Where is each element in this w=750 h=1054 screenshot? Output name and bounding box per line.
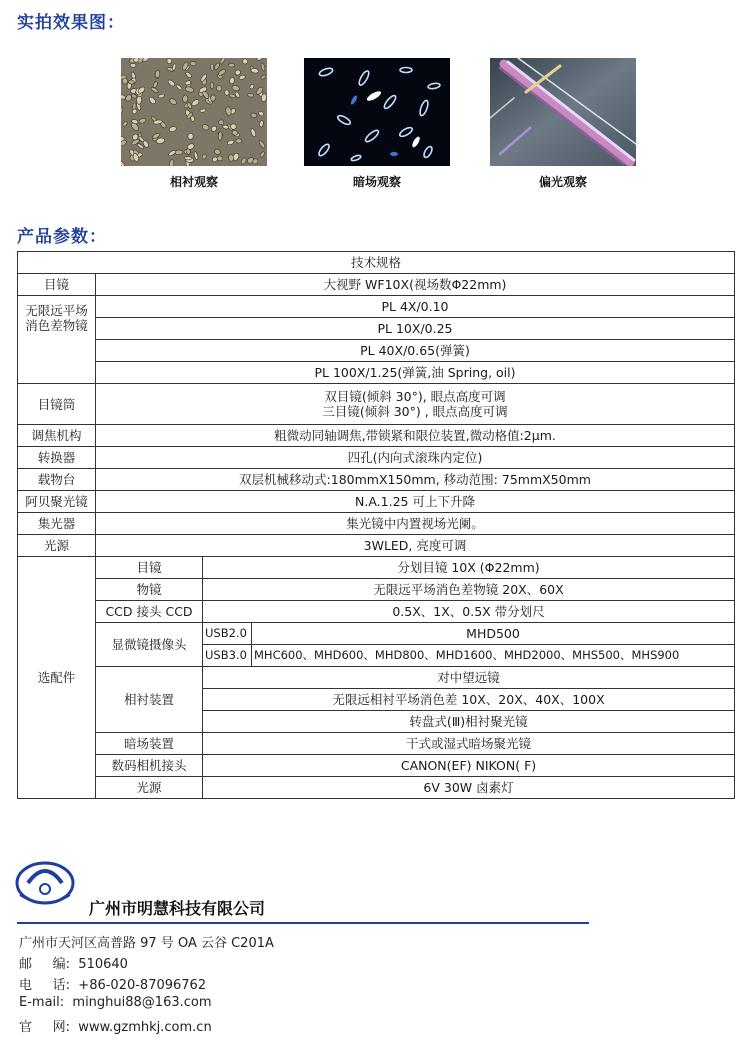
- table-row: [18, 274, 735, 296]
- opt-ccd-label: CCD 接头 CCD: [96, 601, 203, 623]
- table-row: [18, 447, 735, 469]
- light-label: 光源: [18, 535, 96, 557]
- table-row: [18, 491, 735, 513]
- opt-eyepiece-value: 分划目镜 10X (Φ22mm): [203, 557, 735, 579]
- opt-phase-value-3: 转盘式(Ⅲ)相衬聚光镜: [203, 711, 735, 733]
- table-row: [18, 601, 735, 623]
- dark-field-image: [304, 58, 450, 166]
- table-row: [18, 667, 735, 689]
- objective-label: [18, 296, 96, 340]
- company-website: 官 网: www.gzmhkj.com.cn: [19, 1020, 212, 1035]
- condenser-value: 集光镜中内置视场光阑。: [96, 513, 735, 535]
- eyepiece-label: 目镜: [18, 274, 96, 296]
- table-row: [18, 318, 735, 340]
- table-row: [18, 362, 735, 384]
- opt-dark-label: 暗场装置: [96, 733, 203, 755]
- objective-label-cont: [18, 340, 96, 384]
- stage-label: 载物台: [18, 469, 96, 491]
- tube-value-binocular: 双目镜(倾斜 30°), 眼点高度可调: [324, 389, 506, 404]
- opt-usb2-value: MHD500: [252, 623, 735, 645]
- objective-label-line1: 无限远平场: [25, 302, 88, 318]
- opt-camera-label: 显微镜摄像头: [96, 623, 203, 667]
- nosepiece-value: 四孔(内向式滚珠内定位): [96, 447, 735, 469]
- opt-light-label: 光源: [96, 777, 203, 799]
- table-row: [18, 623, 735, 645]
- company-logo: [14, 855, 76, 907]
- photo-card-polarized: [490, 58, 636, 190]
- tube-values: [96, 384, 735, 425]
- table-row: [18, 755, 735, 777]
- opt-ccd-value: 0.5X、1X、0.5X 带分划尺: [203, 601, 735, 623]
- photo-card-phase: [121, 58, 267, 190]
- spec-header: 技术规格: [18, 252, 735, 274]
- phase-contrast-image: [121, 58, 267, 166]
- table-row: [18, 384, 735, 425]
- opt-usb3-label: USB3.0: [203, 645, 252, 667]
- options-label: 选配件: [18, 557, 96, 799]
- table-row: [18, 513, 735, 535]
- opt-light-value: 6V 30W 卤素灯: [203, 777, 735, 799]
- objective-value-1: PL 4X/0.10: [96, 296, 735, 318]
- opt-camera-adapter-label: 数码相机接头: [96, 755, 203, 777]
- abbe-value: N.A.1.25 可上下升降: [96, 491, 735, 513]
- photos-heading: 实拍效果图：: [17, 13, 125, 33]
- opt-phase-label: 相衬装置: [96, 667, 203, 733]
- objective-value-2: PL 10X/0.25: [96, 318, 735, 340]
- company-email: E-mail: minghui88@163.com: [19, 995, 212, 1010]
- objective-value-3: PL 40X/0.65(弹簧): [96, 340, 735, 362]
- polarized-image: [490, 58, 636, 166]
- table-row: [18, 425, 735, 447]
- condenser-label: 集光器: [18, 513, 96, 535]
- opt-phase-value-1: 对中望远镜: [203, 667, 735, 689]
- focus-value: 粗微动同轴调焦,带锁紧和限位装置,微动格值:2μm.: [96, 425, 735, 447]
- spec-table: [17, 251, 735, 799]
- table-row: [18, 733, 735, 755]
- table-row: [18, 557, 735, 579]
- opt-dark-value: 干式或湿式暗场聚光镜: [203, 733, 735, 755]
- polarized-caption: 偏光观察: [538, 175, 587, 189]
- objective-label-line2: 消色差物镜: [25, 317, 88, 333]
- table-row: [18, 469, 735, 491]
- table-row: [18, 777, 735, 799]
- opt-eyepiece-label: 目镜: [96, 557, 203, 579]
- nosepiece-label: 转换器: [18, 447, 96, 469]
- table-row: [18, 296, 735, 318]
- table-row: [18, 252, 735, 274]
- opt-phase-value-2: 无限远相衬平场消色差 10X、20X、40X、100X: [203, 689, 735, 711]
- opt-camera-adapter-value: CANON(EF) NIKON( F): [203, 755, 735, 777]
- phase-caption: 相衬观察: [169, 175, 218, 189]
- table-row: [18, 535, 735, 557]
- params-heading: 产品参数：: [17, 227, 107, 247]
- darkfield-caption: 暗场观察: [352, 175, 401, 189]
- tube-value-trinocular: 三目镜(倾斜 30°) , 眼点高度可调: [322, 404, 508, 419]
- opt-objective-label: 物镜: [96, 579, 203, 601]
- objective-value-4: PL 100X/1.25(弹簧,油 Spring, oil): [96, 362, 735, 384]
- opt-usb3-value: MHC600、MHD600、MHD800、MHD1600、MHD2000、MHS500、MHS900: [252, 645, 735, 667]
- footer-divider: [17, 922, 589, 924]
- company-phone: 电 话: +86-020-87096762: [19, 978, 207, 993]
- opt-objective-value: 无限远平场消色差物镜 20X、60X: [203, 579, 735, 601]
- company-postcode: 邮 编: 510640: [19, 957, 128, 972]
- opt-usb2-label: USB2.0: [203, 623, 252, 645]
- abbe-label: 阿贝聚光镜: [18, 491, 96, 513]
- light-value: 3WLED, 亮度可调: [96, 535, 735, 557]
- eyepiece-value: 大视野 WF10X(视场数Φ22mm): [96, 274, 735, 296]
- stage-value: 双层机械移动式:180mmX150mm, 移动范围: 75mmX50mm: [96, 469, 735, 491]
- company-address: 广州市天河区高普路 97 号 OA 云谷 C201A: [19, 936, 274, 951]
- table-row: [18, 340, 735, 362]
- tube-label: 目镜筒: [18, 384, 96, 425]
- company-name: 广州市明慧科技有限公司: [89, 899, 266, 918]
- focus-label: 调焦机构: [18, 425, 96, 447]
- table-row: [18, 579, 735, 601]
- photo-card-darkfield: [304, 58, 450, 190]
